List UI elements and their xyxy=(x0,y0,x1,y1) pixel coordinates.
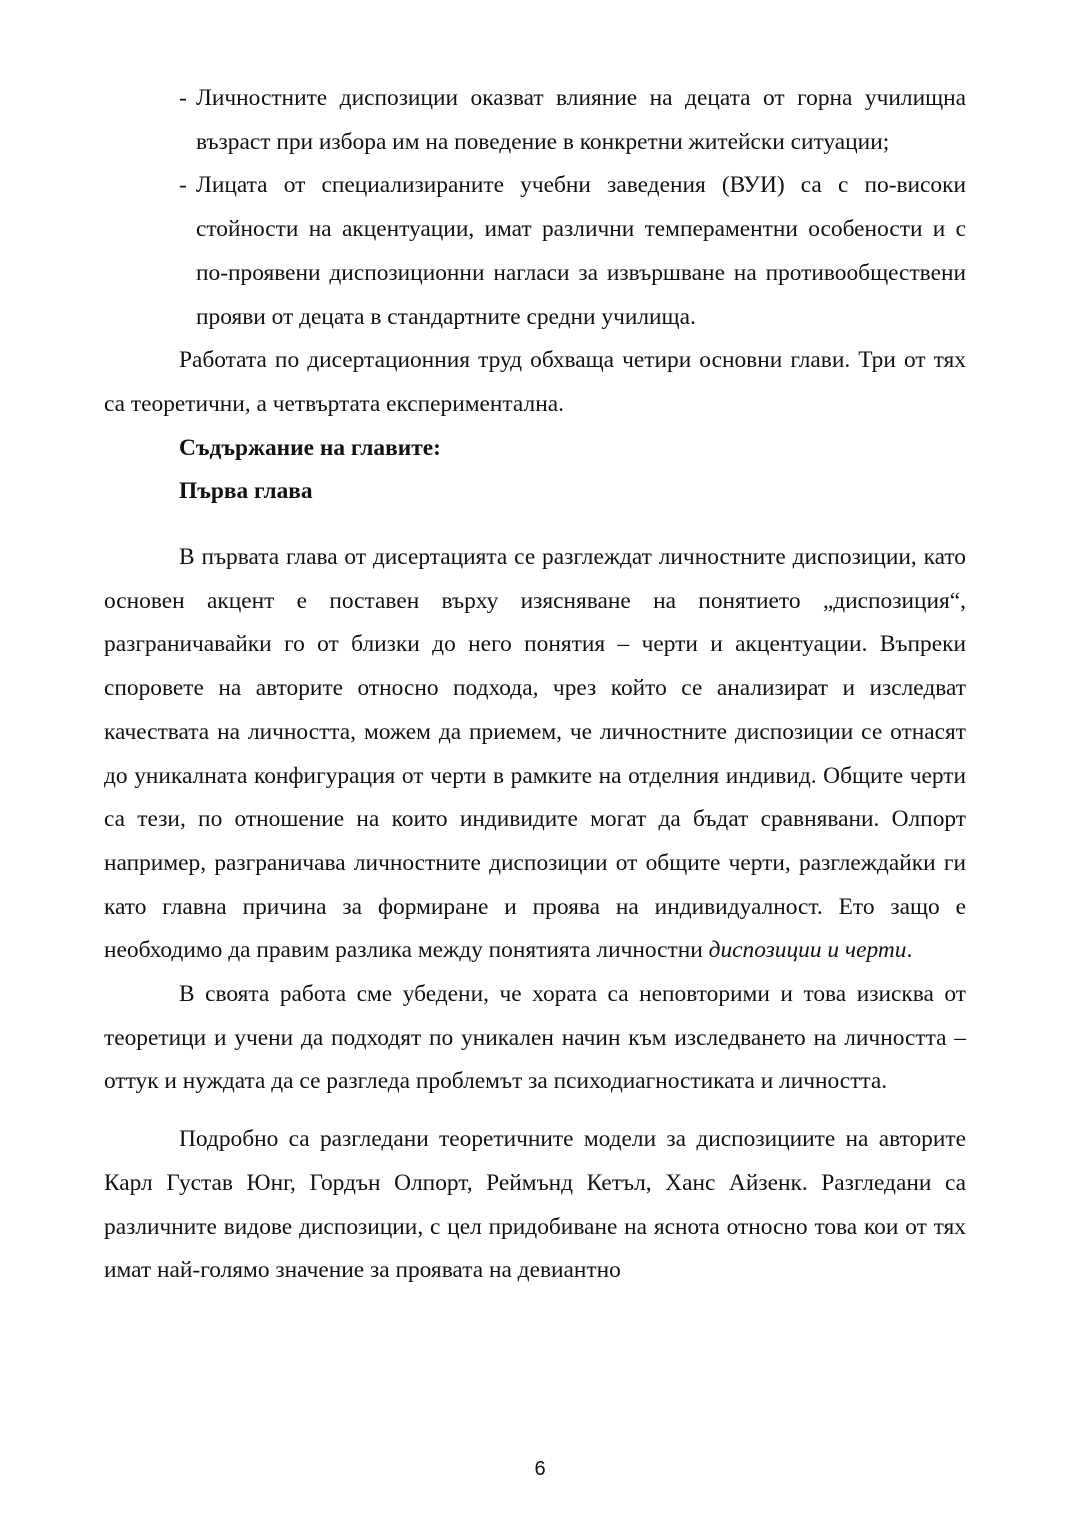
page-content xyxy=(104,77,966,1293)
chapter-paragraph-1-end: . xyxy=(906,937,913,964)
bullet-marker: - xyxy=(179,85,187,111)
list-item-text: Лицата от специализираните учебни заведения (ВУИ) са с по-високи стойности на акцентуации, имат различни темпераментни особености и с по-проявени диспозиционни нагласи за извършване на противообществени прояви от децата в стандартните средни училища. xyxy=(196,172,966,330)
intro-paragraph: Работата по дисертационния труд обхваща четири основни глави. Три от тях са теоретични, а четвъртата експериментална. xyxy=(104,347,966,417)
chapter-paragraph-2: В своята работа сме убедени, че хората са неповторими и това изисква от теоретици и учени да подходят по уникален начин към изследването на личността – оттук и нуждата да се разгледа проблемът за психодиагностиката и личността. xyxy=(104,981,966,1095)
chapter-paragraph-1 xyxy=(104,536,966,973)
chapter-paragraph-3: Подробно са разгледани теоретичните модели за диспозициите на авторите Карл Густав Юнг, Гордън Олпорт, Реймънд Кетъл, Ханс Айзенк. Разгледани са различните видове диспозиции, с цел придобиване на яснота относно това кои от тях имат най-голямо значение за проявата на девиантно xyxy=(104,1126,966,1284)
bullet-marker: - xyxy=(179,172,187,199)
list-item xyxy=(179,164,966,339)
list-item xyxy=(179,77,966,164)
page-number: 6 xyxy=(534,1458,546,1480)
list-item-text: Личностните диспозиции оказват влияние на децата от горна училищна възраст при избора им на поведение в конкретни житейски ситуации; xyxy=(196,85,966,155)
hypotheses-list xyxy=(104,77,966,339)
chapter-paragraph-1-italic: диспозиции и черти xyxy=(708,937,907,964)
chapter-heading: Първа глава xyxy=(179,478,313,505)
chapter-paragraph-1-text: В първата глава от дисертацията се разглеждат личностните диспозиции, като основен акцент е поставен върху изясняване на понятието „диспозиция“, разграничавайки го от близки до него понятия – черти и акцентуации. Въпреки споровете на авторите относно подхода, чрез който се анализират и изследват качествата на личността, можем да приемем, че личностните диспозиции се отнасят до уникалната конфигурация от черти в рамките на отделния индивид. Общите черти са тези, по отношение на които индивидите могат да бъдат сравнявани. Олпорт например, разграничава личностните диспозиции от общите черти, разглеждайки ги като главна причина за формиране и проява на индивидуалност. Ето защо е необходимо да правим разлика между понятията личностни xyxy=(104,544,966,964)
contents-heading: Съдържание на главите: xyxy=(179,434,441,461)
